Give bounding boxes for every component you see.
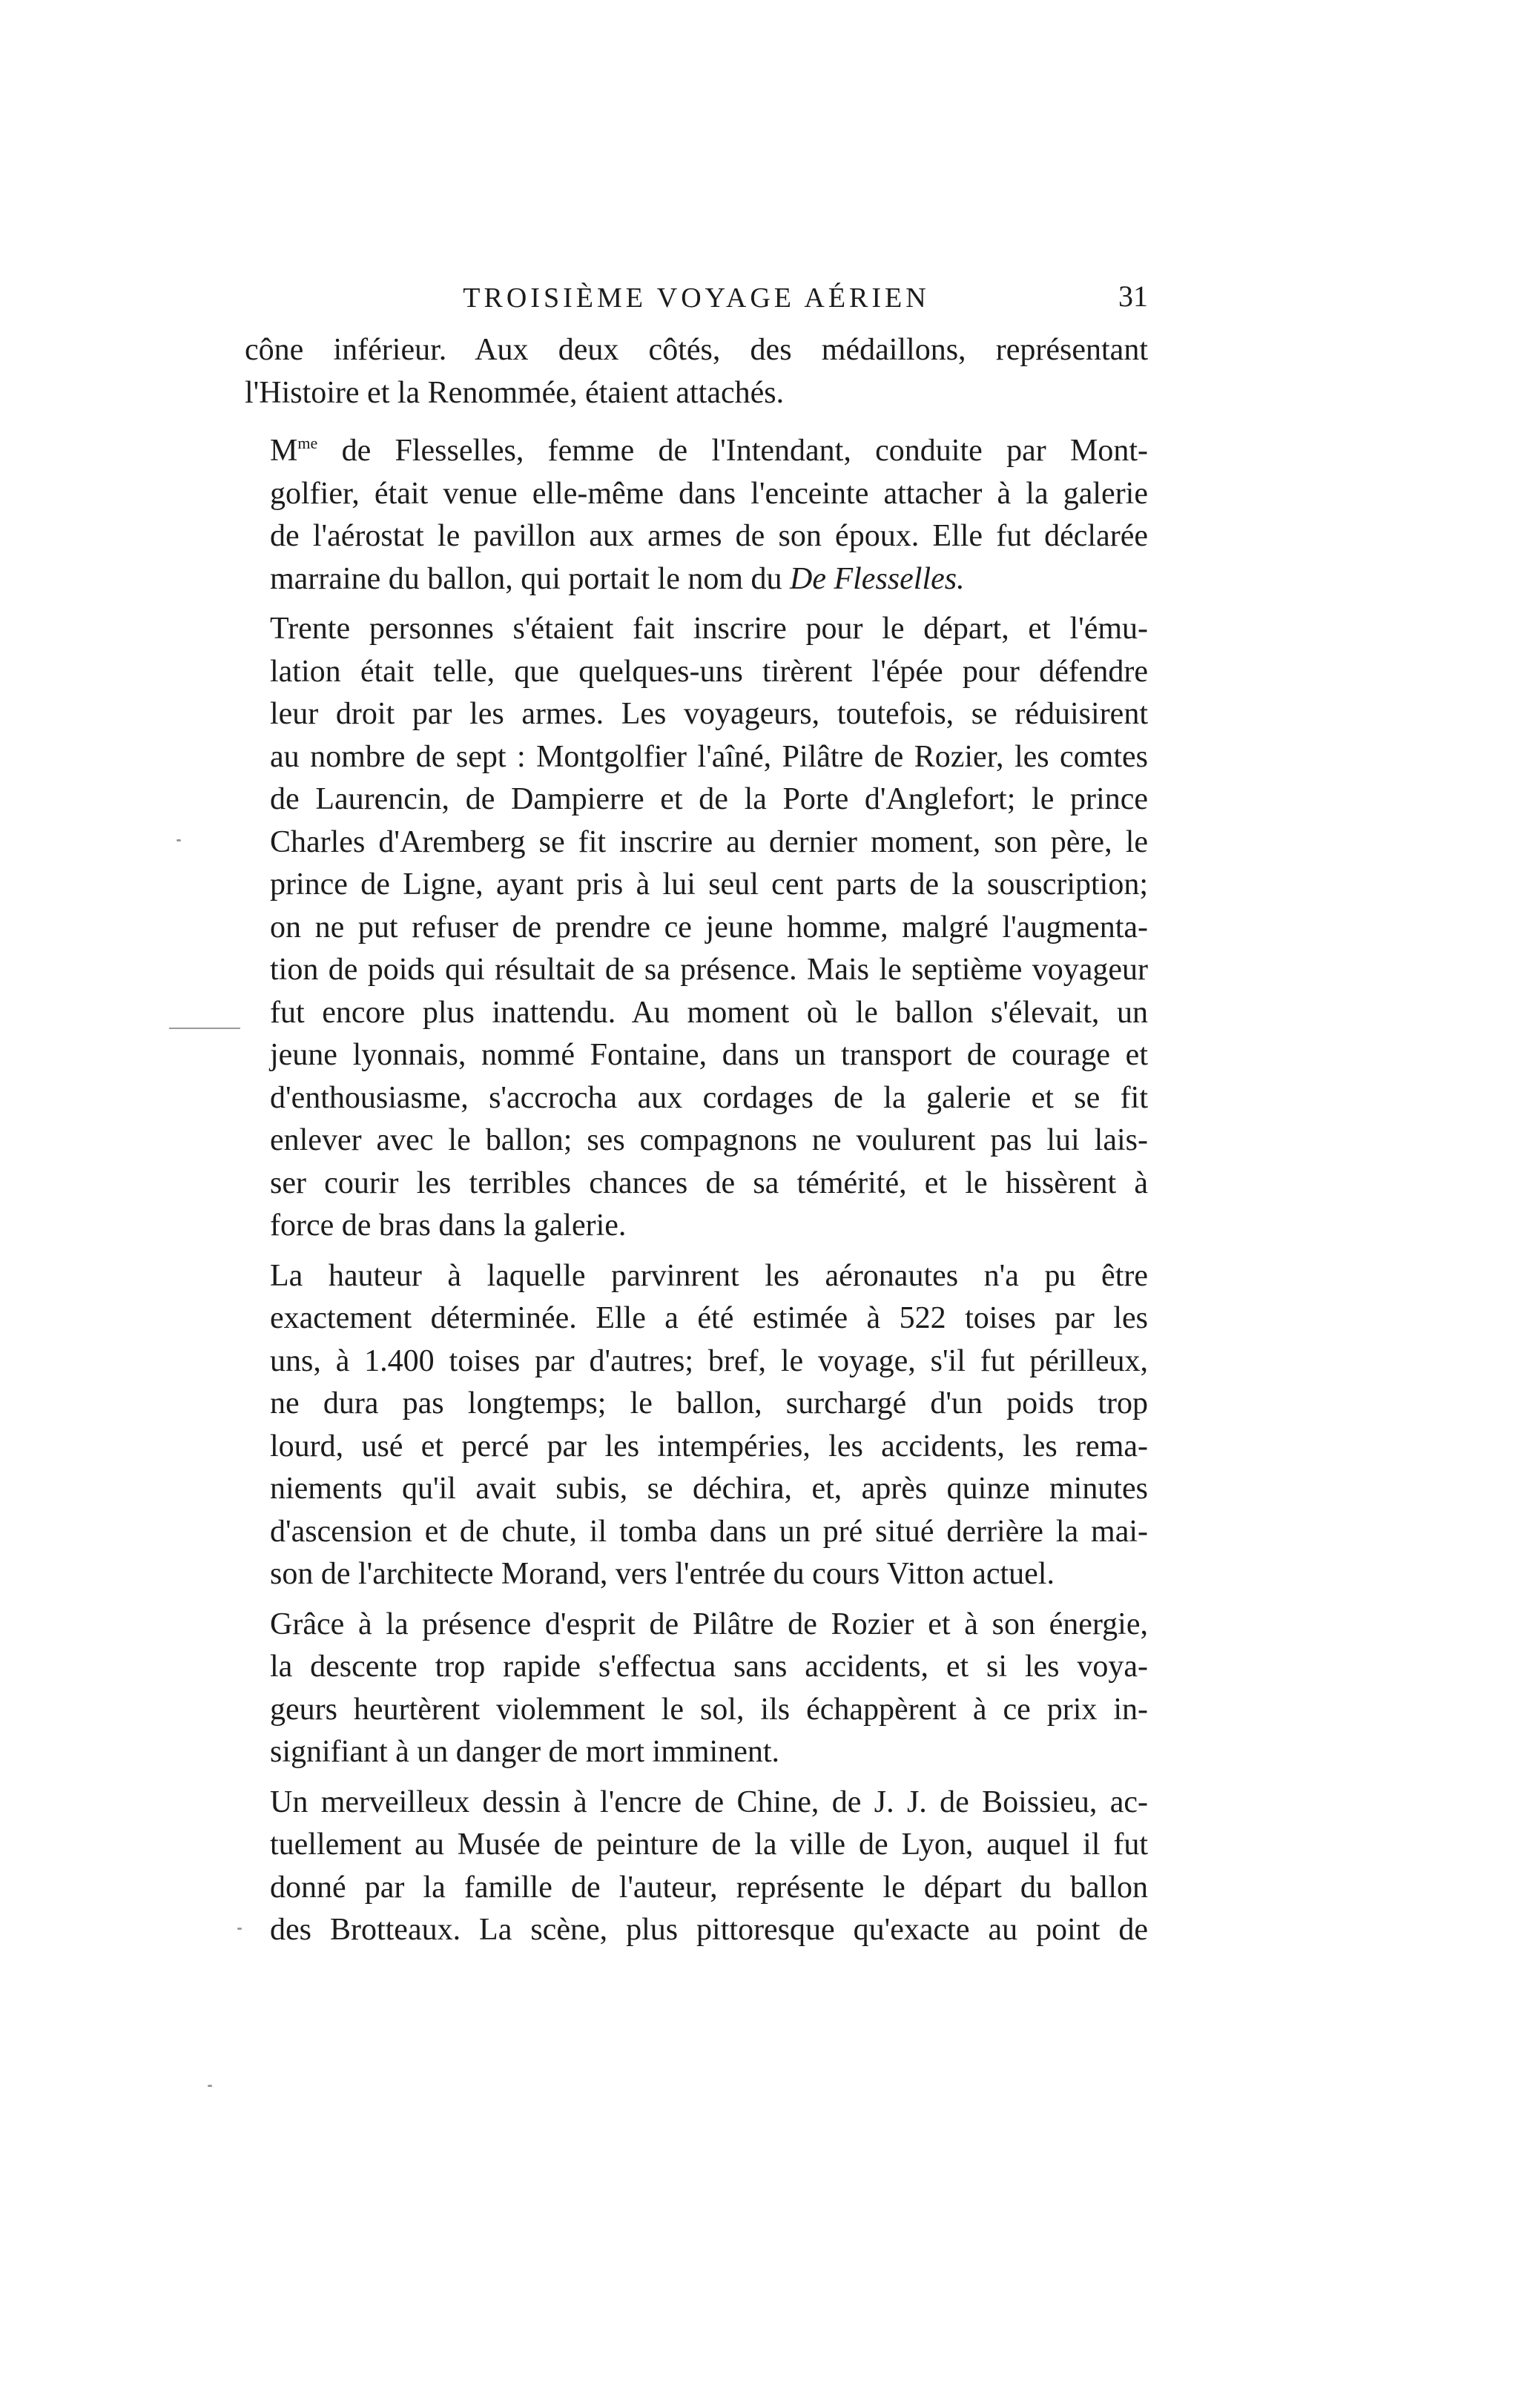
balloon-name: De Flesselles.: [790, 561, 965, 596]
text-line: $M^{me}$ de Flesselles, femme de l'Intendant, conduite par Mont-: [270, 434, 1149, 468]
paragraph-1: [245, 329, 1148, 414]
text-line: geurs heurtèrent violemment le sol, ils échappèrent à ce prix in-: [270, 1692, 1148, 1727]
text-line: d'ascension et de chute, il tomba dans un pré situé derrière la mai-: [270, 1514, 1148, 1549]
text-line: tion de poids qui résultait de sa présence. Mais le septième voyageur: [270, 953, 1148, 987]
body-text: [245, 329, 1148, 1952]
text-line: force de bras dans la galerie.: [270, 1208, 627, 1243]
text-line: Charles d'Aremberg se fit inscrire au dernier moment, son père, le: [270, 824, 1148, 859]
text-line: exactement déterminée. Elle a été estimée à 522 toises par les: [270, 1301, 1148, 1335]
margin-speck: [208, 2085, 212, 2087]
text-line: uns, à 1.400 toises par d'autres; bref, le voyage, s'il fut périlleux,: [270, 1343, 1148, 1378]
margin-pencil-mark: [169, 1028, 240, 1029]
text-line: fut encore plus inattendu. Au moment où le ballon s'élevait, un: [270, 995, 1148, 1030]
text-line: ser courir les terribles chances de sa témérité, et le hissèrent à: [270, 1165, 1148, 1200]
text-line: des Brotteaux. La scène, plus pittoresque qu'exacte au point de: [270, 1913, 1148, 1947]
text-line: Grâce à la présence d'esprit de Pilâtre de Rozier et à son énergie,: [270, 1607, 1148, 1641]
text-line: cône inférieur. Aux deux côtés, des médaillons, représentant: [245, 333, 1148, 367]
text-line: lourd, usé et percé par les intempéries, les accidents, les rema-: [270, 1429, 1148, 1463]
text-line: de Laurencin, de Dampierre et de la Porte d'Anglefort; le prince: [270, 782, 1148, 816]
text-line: signifiant à un danger de mort imminent.: [270, 1735, 780, 1769]
page-number: 31: [1118, 280, 1148, 313]
running-title: TROISIÈME VOYAGE AÉRIEN: [463, 282, 930, 314]
margin-speck: [237, 1928, 242, 1930]
text-line: au nombre de sept : Montgolfier l'aîné, Pilâtre de Rozier, les comtes: [270, 739, 1148, 774]
text-line: niements qu'il avait subis, se déchira, et, après quinze minutes: [270, 1472, 1148, 1506]
text-line: d'enthousiasme, s'accrocha aux cordages de la galerie et se fit: [270, 1080, 1148, 1115]
text-line: enlever avec le ballon; ses compagnons ne voulurent pas lui lais-: [270, 1123, 1148, 1157]
text-line: marraine du ballon, qui portait le nom du De Flesselles.: [270, 561, 965, 596]
text-line: leur droit par les armes. Les voyageurs, toutefois, se réduisirent: [270, 697, 1148, 731]
text-line: de l'aérostat le pavillon aux armes de son époux. Elle fut déclarée: [270, 519, 1148, 553]
text-line: Un merveilleux dessin à l'encre de Chine, de J. J. de Boissieu, ac-: [270, 1784, 1148, 1819]
paragraph-6: [245, 1782, 1148, 1952]
text-line: La hauteur à laquelle parvinrent les aéronautes n'a pu être: [270, 1258, 1148, 1293]
paragraph-3: [245, 608, 1148, 1248]
text-line: tuellement au Musée de peinture de la ville de Lyon, auquel il fut: [270, 1828, 1148, 1862]
page-header: [245, 282, 1148, 326]
text-line: golfier, était venue elle-même dans l'enceinte attacher à la galerie: [270, 476, 1148, 511]
paragraph-2: [245, 422, 1148, 601]
text-line: Trente personnes s'étaient fait inscrire pour le départ, et l'ému-: [270, 612, 1148, 646]
paragraph-4: [245, 1255, 1148, 1596]
margin-speck: [176, 839, 181, 841]
text-line: prince de Ligne, ayant pris à lui seul cent parts de la souscription;: [270, 867, 1148, 902]
text-line: ne dura pas longtemps; le ballon, surchargé d'un poids trop: [270, 1386, 1148, 1420]
text-line: son de l'architecte Morand, vers l'entrée du cours Vitton actuel.: [270, 1557, 1055, 1591]
text-line: jeune lyonnais, nommé Fontaine, dans un transport de courage et: [270, 1038, 1148, 1072]
text-line: lation était telle, que quelques-uns tirèrent l'épée pour défendre: [270, 654, 1148, 689]
text-line: l'Histoire et la Renommée, étaient attachés.: [245, 375, 785, 410]
text-line: on ne put refuser de prendre ce jeune homme, malgré l'augmenta-: [270, 910, 1148, 945]
abbreviation-madame: $M^{me}$: [270, 434, 318, 468]
paragraph-5: [245, 1604, 1148, 1774]
text-line: la descente trop rapide s'effectua sans accidents, et si les voya-: [270, 1650, 1148, 1684]
text-line: donné par la famille de l'auteur, représente le départ du ballon: [270, 1870, 1148, 1905]
